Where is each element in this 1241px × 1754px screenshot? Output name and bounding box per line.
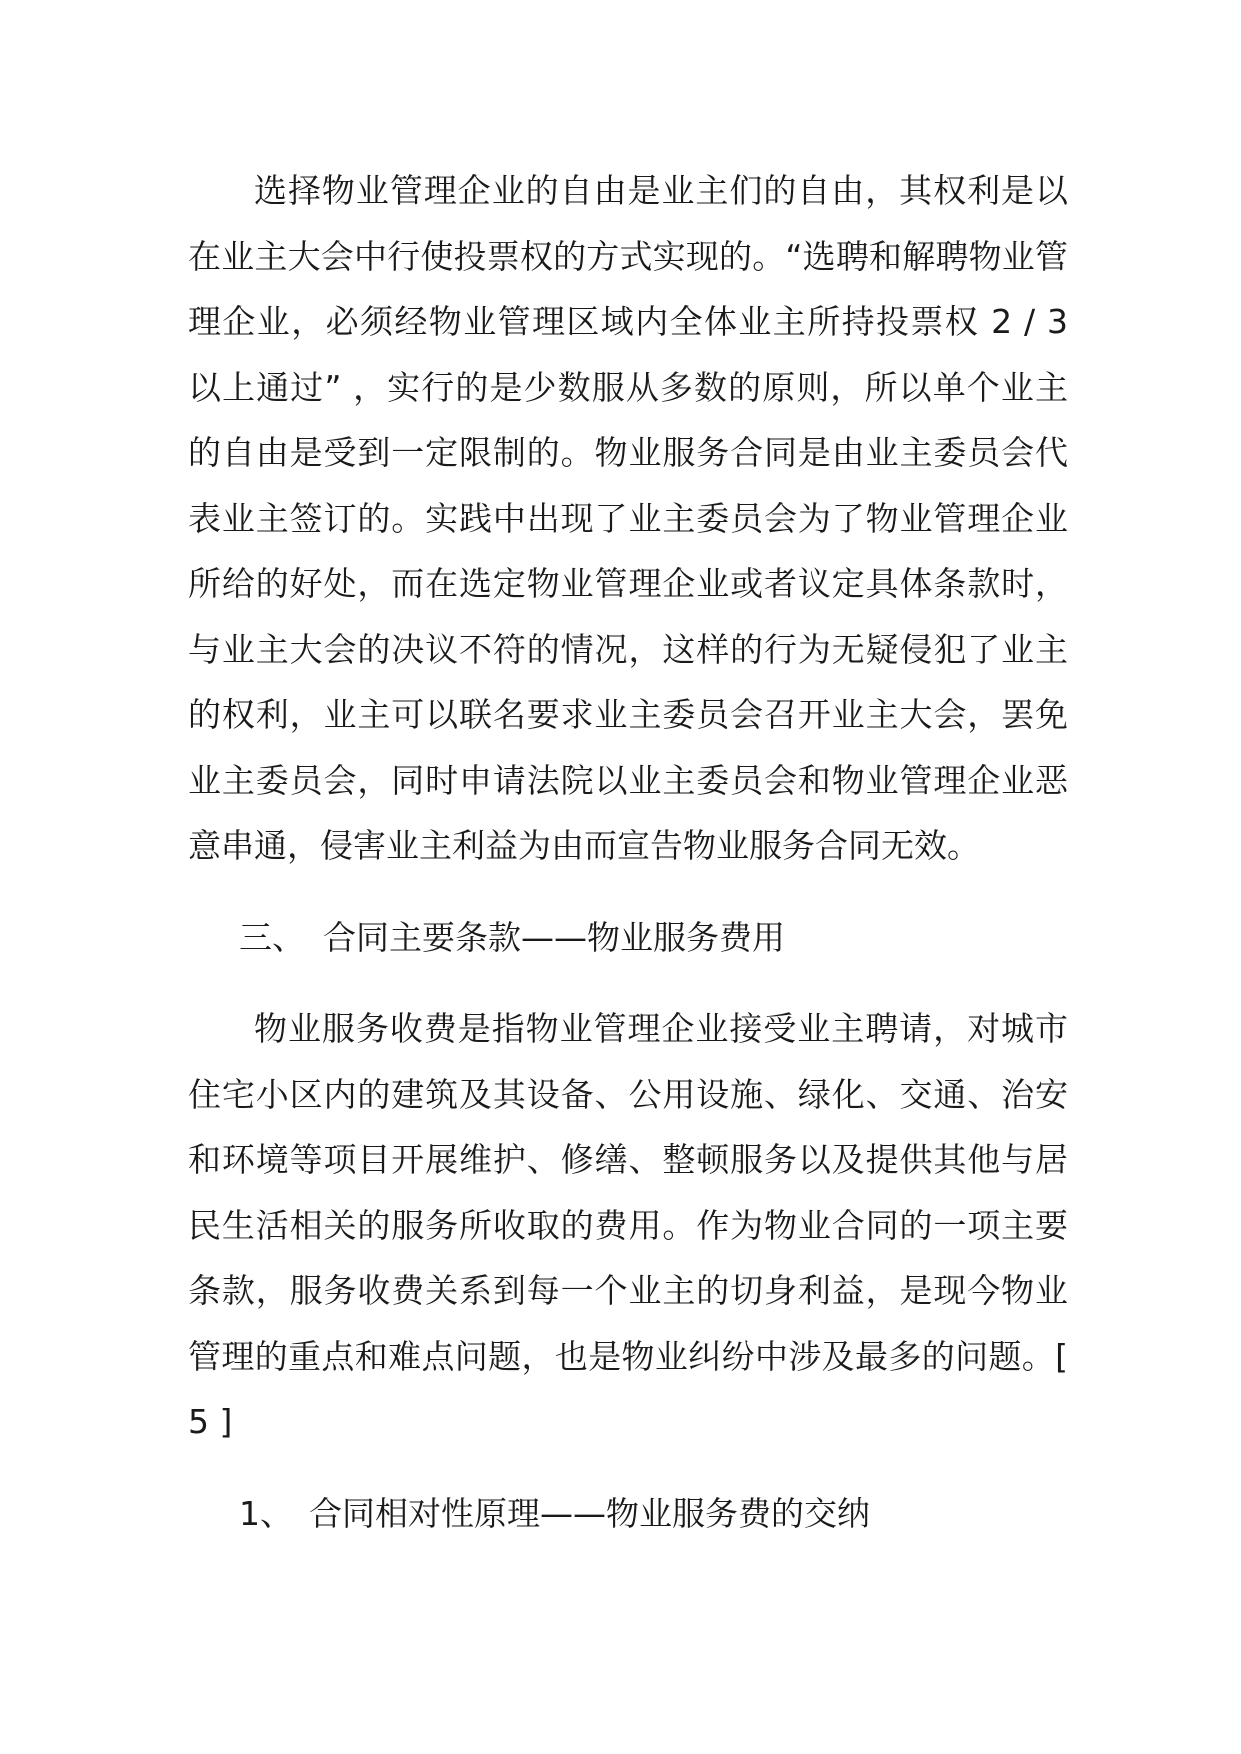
paragraph-owner-freedom: 选择物业管理企业的自由是业主们的自由，其权利是以在业主大会中行使投票权的方式实现的。“选聘和解聘物业管理企业，必须经物业管理区域内全体业主所持投票权 2 / 3 以上通过” ，实行的是少数服从多数的原则，所以单个业主的自由是受到一定限制的。物业服务合同是由业主委员会代表业主签订的。实践中出现了业主委员会为了物业管理企业所给的好处，而在选定物业管理企业或者议定具体条款时，与业主大会的决议不符的情况，这样的行为无疑侵犯了业主的权利，业主可以联名要求业主委员会召开业主大会，罢免业主委员会，同时申请法院以业主委员会和物业管理企业恶意串通，侵害业主利益为由而宣告物业服务合同无效。 <box>188 171 1068 865</box>
subsection-heading-1 <box>188 1481 1068 1547</box>
section-title: 合同主要条款——物业服务费用 <box>323 917 785 957</box>
section-heading-3 <box>188 905 1068 971</box>
subsection-title: 合同相对性原理——物业服务费的交纳 <box>309 1493 870 1533</box>
subsection-number: 1、 <box>239 1493 293 1533</box>
section-number: 三、 <box>239 917 305 957</box>
paragraph-service-fee: 物业服务收费是指物业管理企业接受业主聘请，对城市住宅小区内的建筑及其设备、公用设施、绿化、交通、治安和环境等项目开展维护、修缮、整顿服务以及提供其他与居民生活相关的服务所收取的费用。作为物业合同的一项主要条款，服务收费关系到每一个业主的切身利益，是现今物业管理的重点和难点问题，也是物业纠纷中涉及最多的问题。[ 5 ] <box>188 1009 1068 1441</box>
document-page <box>188 158 1068 1572</box>
